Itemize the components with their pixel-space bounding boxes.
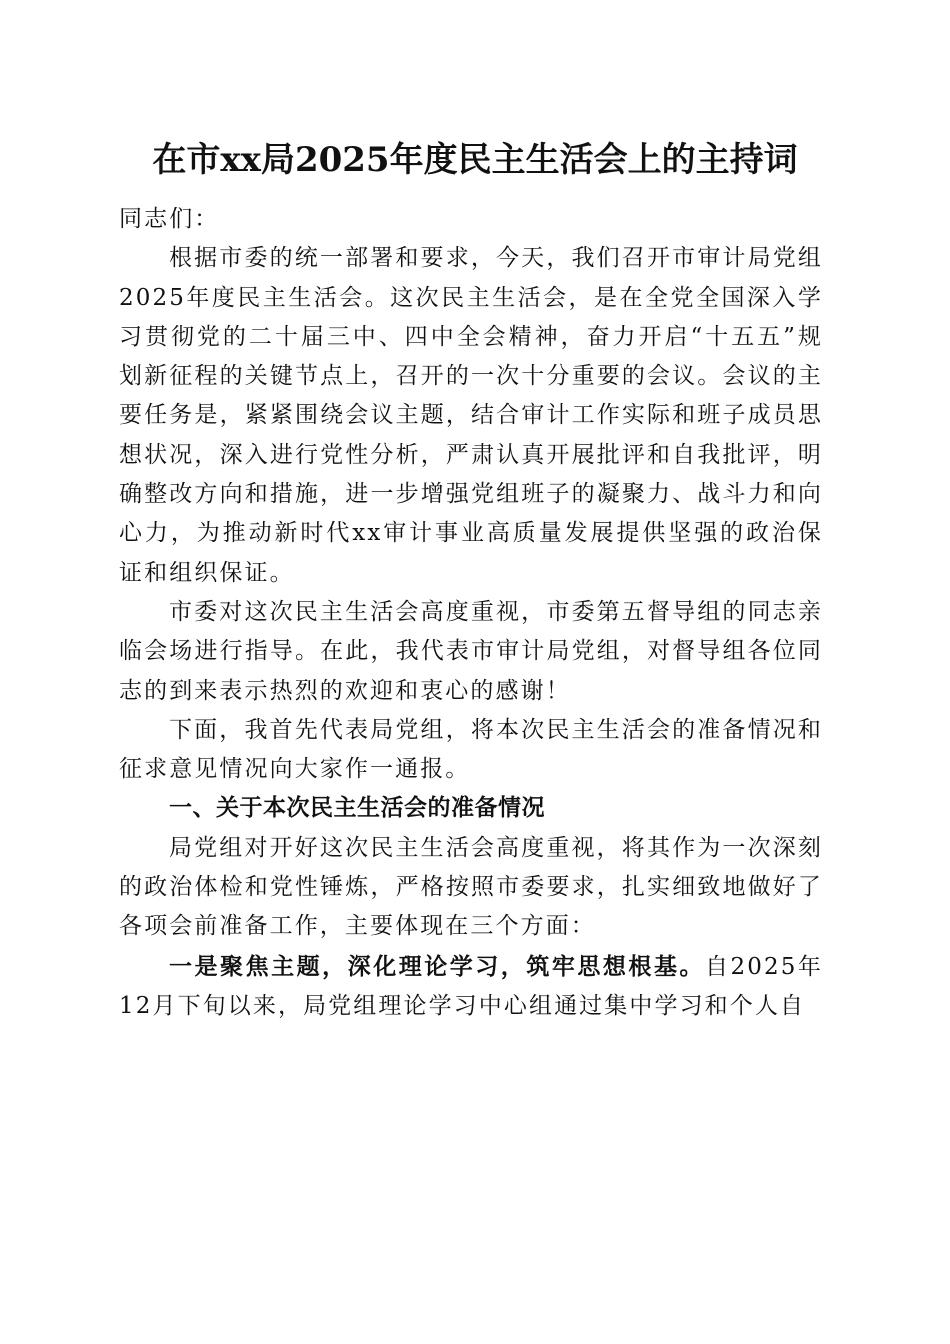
point-one-text: 自2025年12月下旬以来，局党组理论学习中心组通过集中学习和个人自 — [119, 953, 823, 1019]
salutation: 同志们： — [119, 206, 220, 232]
paragraph-point-one — [119, 947, 823, 1027]
paragraph-preparation: 局党组对开好这次民主生活会高度重视，将其作为一次深刻的政治体检和党性锤炼，严格按照市委要求，扎实细致地做好了各项会前准备工作，主要体现在三个方面： — [119, 834, 823, 940]
document-body — [119, 200, 823, 1026]
paragraph-report: 下面，我首先代表局党组，将本次民主生活会的准备情况和征求意见情况向大家作一通报。 — [119, 716, 823, 783]
paragraph-intro: 根据市委的统一部署和要求，今天，我们召开市审计局党组2025年度民主生活会。这次民主生活会，是在全党全国深入学习贯彻党的二十届三中、四中全会精神，奋力开启“十五五”规划新征程的关键节点上，召开的一次十分重要的会议。会议的主要任务是，紧紧围绕会议主题，结合审计工作实际和班子成员思想状况，深入进行党性分析，严肃认真开展批评和自我批评，明确整改方向和措施，进一步增强党组班子的凝聚力、战斗力和向心力，为推动新时代xx审计事业高质量发展提供坚强的政治保证和组织保证。 — [119, 245, 823, 586]
document-title: 在市xx局2025年度民主生活会上的主持词 — [152, 140, 798, 180]
point-one-lead: 一是聚焦主题，深化理论学习，筑牢思想根基。 — [169, 952, 706, 980]
paragraph-welcome: 市委对这次民主生活会高度重视，市委第五督导组的同志亲临会场进行指导。在此，我代表市审计局党组，对督导组各位同志的到来表示热烈的欢迎和衷心的感谢！ — [119, 598, 823, 704]
section-heading: 一、关于本次民主生活会的准备情况 — [169, 795, 545, 822]
